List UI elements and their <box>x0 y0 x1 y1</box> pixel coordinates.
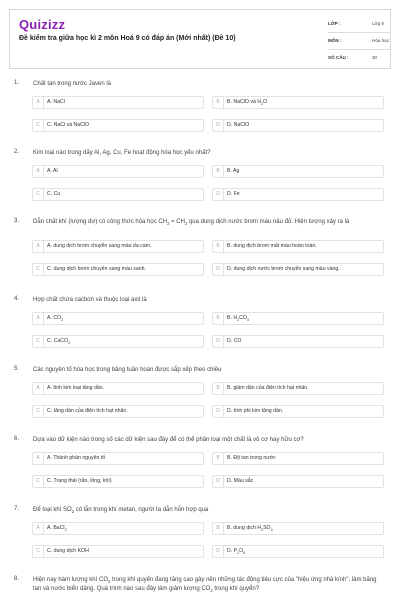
option-b[interactable] <box>212 522 384 535</box>
option-a[interactable] <box>32 240 204 253</box>
meta-label: LỚP : <box>328 21 341 26</box>
option-letter-badge: C <box>33 189 44 200</box>
option-letter-badge: C <box>33 264 44 275</box>
option-b[interactable] <box>212 165 384 178</box>
option-text: B. giảm dần của điện tích hạt nhân. <box>227 385 309 391</box>
question-number: 8. <box>14 576 20 582</box>
option-letter-badge: A <box>33 241 44 252</box>
meta-row-subject <box>328 33 390 50</box>
question-text: Các nguyên tố hóa học trong bảng tuần hoàn được sắp xếp theo chiều <box>33 367 222 373</box>
option-a[interactable] <box>32 165 204 178</box>
question-number: 2. <box>14 149 20 155</box>
option-text: B. $H_2CO_3$ <box>227 315 249 323</box>
option-text: B. dung dịch $H_2SO_4$ <box>227 525 273 533</box>
question-text: Kim loại nào trong dãy Al, Ag, Cu, Fe hoạt động hóa học yếu nhất? <box>33 150 211 156</box>
option-c[interactable] <box>32 405 204 418</box>
meta-row-class <box>328 16 390 33</box>
option-letter-badge: D <box>213 476 224 487</box>
question-text: Hợp chất chứa cacbon và thuộc loại axit là <box>33 297 147 303</box>
question-number: 1. <box>14 80 20 86</box>
question-number: 6. <box>14 436 20 442</box>
option-letter-badge: B <box>213 523 224 534</box>
option-text: D. Fe <box>227 191 240 197</box>
option-letter-badge: D <box>213 406 224 417</box>
option-d[interactable] <box>212 405 384 418</box>
question-text: Hiện nay hàm lượng khí $CO_2$ trong khí quyển đang tăng cao gây nên những tác động tiêu cực của "hiệu ứng nhà kính", làm băng tan và nước biển dâng. Quá trình nào sau đây làm giảm lượng $CO_2$ trong khí quyển? <box>33 577 377 594</box>
option-text: A. tính kim loại tăng dần. <box>47 385 105 391</box>
option-c[interactable] <box>32 119 204 132</box>
option-d[interactable] <box>212 545 384 558</box>
meta-value: Hóa học <box>372 38 390 43</box>
option-letter-badge: D <box>213 189 224 200</box>
option-text: C. NaCl và NaClO <box>47 122 90 128</box>
option-letter-badge: A <box>33 453 44 464</box>
quizizz-logo: Quizizz <box>19 17 66 32</box>
option-c[interactable] <box>32 263 204 276</box>
option-c[interactable] <box>32 475 204 488</box>
question-number: 3. <box>14 218 20 224</box>
option-text: A. NaCl <box>47 99 65 105</box>
meta-value: 30 <box>372 55 378 60</box>
option-text: B. Ag <box>227 168 240 174</box>
option-text: C. tăng dần của điện tích hạt nhân. <box>47 408 128 414</box>
option-text: C. dung dịch KOH <box>47 548 89 554</box>
option-letter-badge: B <box>213 383 224 394</box>
option-text: D. Màu sắc <box>227 478 254 484</box>
option-text: B. NaClO và $H_2O$ <box>227 99 268 107</box>
option-text: B. dung dịch brom mất màu hoàn toàn. <box>227 243 317 249</box>
option-letter-badge: B <box>213 313 224 324</box>
document-title: Đề kiểm tra giữa học kì 2 môn Hoá 9 có đáp án (Mới nhất) (Đề 10) <box>19 35 236 42</box>
option-text: A. Thành phần nguyên tố <box>47 455 106 461</box>
option-text: A. Al <box>47 168 58 174</box>
option-letter-badge: B <box>213 97 224 108</box>
option-letter-badge: C <box>33 336 44 347</box>
meta-box <box>328 16 390 66</box>
option-d[interactable] <box>212 188 384 201</box>
document-header <box>9 9 391 69</box>
option-a[interactable] <box>32 522 204 535</box>
question-number: 4. <box>14 296 20 302</box>
option-b[interactable] <box>212 240 384 253</box>
option-letter-badge: D <box>213 264 224 275</box>
question-number: 5. <box>14 366 20 372</box>
option-a[interactable] <box>32 96 204 109</box>
option-text: C. Cu <box>47 191 61 197</box>
option-letter-badge: D <box>213 546 224 557</box>
meta-label: SỐ CÂU : <box>328 55 349 60</box>
option-text: C. CaCO$_3$ <box>47 338 71 346</box>
question-text: Dẫn chất khí (lượng dư) có công thức hóa học $CH_2 = CH_2$ qua dung dịch nước brom màu nâu đỏ. Hiện tượng xảy ra là <box>33 219 350 227</box>
option-a[interactable] <box>32 382 204 395</box>
option-text: D. $P_2O_5$ <box>227 548 246 556</box>
option-b[interactable] <box>212 312 384 325</box>
option-letter-badge: A <box>33 383 44 394</box>
option-letter-badge: A <box>33 97 44 108</box>
option-c[interactable] <box>32 188 204 201</box>
option-d[interactable] <box>212 475 384 488</box>
option-c[interactable] <box>32 335 204 348</box>
option-letter-badge: D <box>213 336 224 347</box>
option-text: A. dung dịch brom chuyển sang màu da cam. <box>47 243 152 249</box>
option-text: D. CO <box>227 338 242 344</box>
question-text: Chất tan trong nước Javen là <box>33 81 111 87</box>
question-text: Dựa vào dữ kiện nào trong số các dữ kiện sau đây để có thể phân loại một chất là vô cơ hay hữu cơ? <box>33 437 304 443</box>
option-text: D. dung dịch nước brom chuyển sang màu vàng. <box>227 266 340 272</box>
option-text: B. Độ tan trong nước <box>227 455 276 461</box>
option-text: A. BaCl$_2$ <box>47 525 67 533</box>
option-text: C. dung dịch brom chuyển sang màu xanh. <box>47 266 146 272</box>
option-letter-badge: C <box>33 476 44 487</box>
option-b[interactable] <box>212 96 384 109</box>
option-letter-badge: A <box>33 523 44 534</box>
question-text: Để loại khí $SO_2$ có lẫn trong khí metan, người ta dẫn hỗn hợp qua <box>33 507 209 515</box>
option-b[interactable] <box>212 382 384 395</box>
option-letter-badge: B <box>213 241 224 252</box>
option-c[interactable] <box>32 545 204 558</box>
option-text: A. $CO_2$ <box>47 315 64 323</box>
option-d[interactable] <box>212 119 384 132</box>
option-d[interactable] <box>212 335 384 348</box>
option-letter-badge: C <box>33 546 44 557</box>
option-a[interactable] <box>32 312 204 325</box>
option-letter-badge: C <box>33 120 44 131</box>
option-a[interactable] <box>32 452 204 465</box>
option-letter-badge: A <box>33 166 44 177</box>
option-text: D. NaClO <box>227 122 250 128</box>
meta-label: MÔN : <box>328 38 342 43</box>
option-letter-badge: D <box>213 120 224 131</box>
option-letter-badge: A <box>33 313 44 324</box>
option-text: C. Trạng thái (rắn, lỏng, khí) <box>47 478 112 484</box>
meta-value: Lớp 9 <box>372 21 384 26</box>
option-letter-badge: C <box>33 406 44 417</box>
option-d[interactable] <box>212 263 384 276</box>
meta-row-count <box>328 50 390 66</box>
option-text: D. tính phi kim tăng dần. <box>227 408 284 414</box>
option-b[interactable] <box>212 452 384 465</box>
option-letter-badge: B <box>213 453 224 464</box>
option-letter-badge: B <box>213 166 224 177</box>
question-number: 7. <box>14 506 20 512</box>
